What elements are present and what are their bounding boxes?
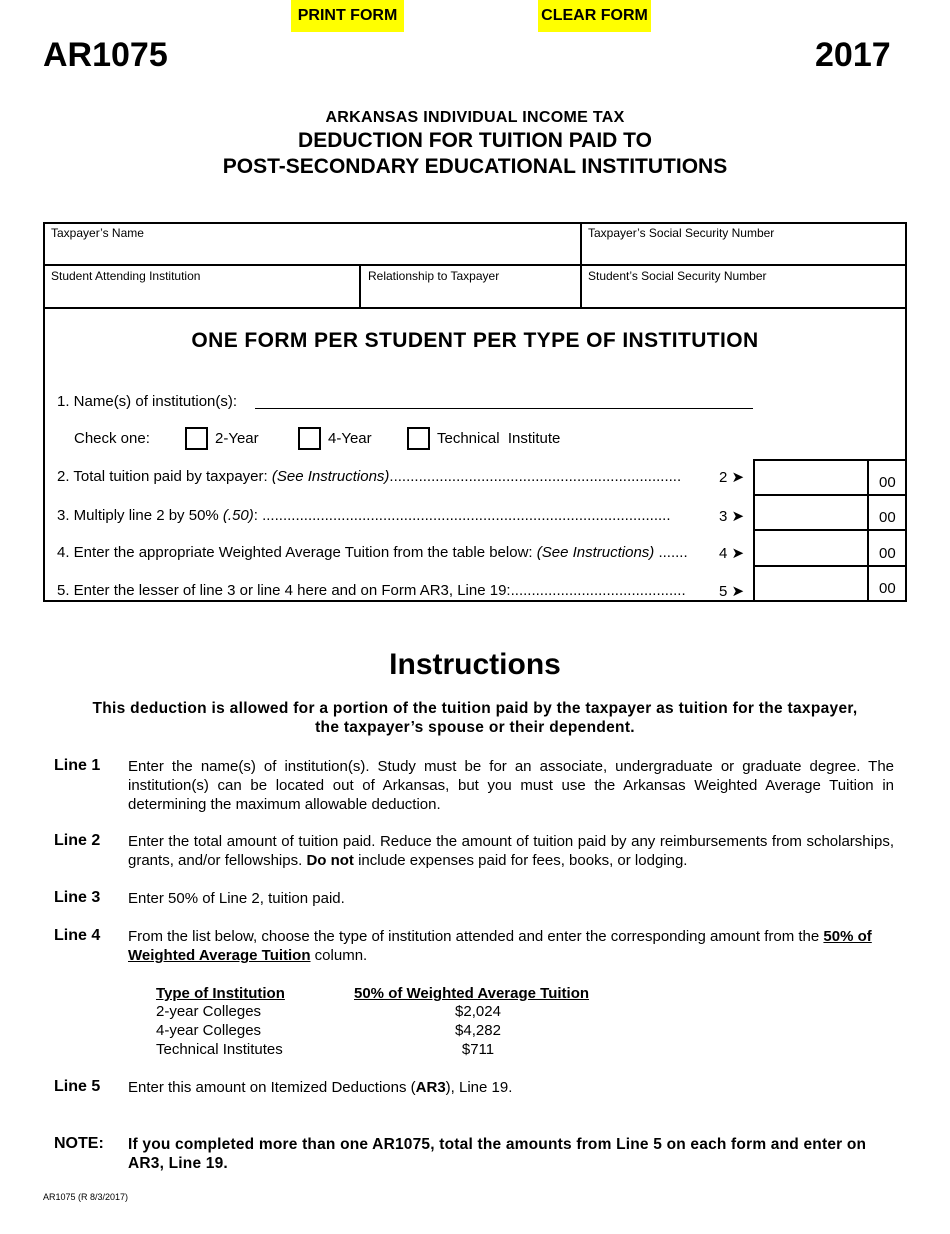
- line5-number: 5 ➤: [719, 583, 745, 600]
- arrow-icon: ➤: [731, 508, 745, 525]
- line5-instr-text: Enter this amount on Itemized Deductions (AR3), Line 19.: [128, 1079, 513, 1096]
- line5-cents-value: 00: [879, 580, 896, 597]
- relationship-field[interactable]: [359, 264, 582, 309]
- line5-text: 5. Enter the lesser of line 3 or line 4 here and on Form AR3, Line 19:..........................................: [57, 582, 686, 599]
- print-form-button[interactable]: PRINT FORM: [291, 0, 404, 32]
- student-label: Student Attending Institution: [51, 269, 201, 283]
- table-row-type: Technical Institutes: [156, 1041, 283, 1058]
- line1-instr-label: Line 1: [54, 757, 101, 774]
- line4-number: 4 ➤: [719, 545, 745, 562]
- form-number: AR1075: [43, 36, 168, 74]
- relationship-label: Relationship to Taxpayer: [368, 269, 500, 283]
- technical-institute-checkbox[interactable]: [407, 427, 430, 450]
- clear-form-button[interactable]: CLEAR FORM: [538, 0, 651, 32]
- table-row-type: 4-year Colleges: [156, 1022, 262, 1039]
- line4-instr-label: Line 4: [54, 927, 101, 944]
- line4-amount-input[interactable]: [753, 529, 869, 567]
- table-row-type: 2-year Colleges: [156, 1003, 262, 1020]
- taxpayer-name-field[interactable]: [43, 222, 582, 266]
- taxpayer-name-label: Taxpayer’s Name: [51, 226, 144, 240]
- instructions-intro: This deduction is allowed for a portion of the tuition paid by the taxpayer as tuition for the taxpayer, the taxpayer’s spouse or their dependent.: [92, 700, 858, 736]
- line2-number: 2 ➤: [719, 469, 745, 486]
- check-one-label: Check one:: [74, 430, 150, 447]
- instructions-title: Instructions: [389, 648, 561, 681]
- line3-instr-label: Line 3: [54, 889, 101, 906]
- four-year-checkbox[interactable]: [298, 427, 321, 450]
- table-row-amount: $2,024: [455, 1003, 501, 1020]
- form-heading: ONE FORM PER STUDENT PER TYPE OF INSTITUTION: [191, 329, 759, 352]
- line2-instr-label: Line 2: [54, 832, 101, 849]
- institution-name-input[interactable]: [255, 408, 753, 409]
- line3-text: 3. Multiply line 2 by 50% (.50): ..................................................................................................: [57, 507, 671, 524]
- line3-number: 3 ➤: [719, 508, 745, 525]
- taxpayer-ssn-label: Taxpayer’s Social Security Number: [588, 226, 775, 240]
- header-line-2: DEDUCTION FOR TUITION PAID TO: [298, 129, 652, 152]
- table-header-amount: 50% of Weighted Average Tuition: [354, 985, 590, 1002]
- student-field[interactable]: [43, 264, 361, 309]
- line2-cents-value: 00: [879, 474, 896, 491]
- note-text: If you completed more than one AR1075, total the amounts from Line 5 on each form and enter on AR3, Line 19.: [128, 1136, 867, 1172]
- table-row-amount: $711: [461, 1041, 495, 1058]
- header-line-3: POST-SECONDARY EDUCATIONAL INSTITUTIONS: [222, 155, 728, 178]
- line3-amount-input[interactable]: [753, 494, 869, 531]
- line1-instr-text: Enter the name(s) of institution(s). Study must be for an associate, undergraduate or graduate degree. The institution(s) can be located out of Arkansas, but you must use the Arkansas Weighted Average Tuition in determining the maximum allowable deduction.: [128, 758, 894, 813]
- line5-instr-label: Line 5: [54, 1078, 101, 1095]
- note-label: NOTE:: [54, 1135, 104, 1152]
- tax-year: 2017: [815, 36, 891, 74]
- line3-cents-value: 00: [879, 509, 896, 526]
- footer-revision: AR1075 (R 8/3/2017): [43, 1192, 129, 1202]
- line3-instr-text: Enter 50% of Line 2, tuition paid.: [128, 890, 345, 907]
- line4-cents-value: 00: [879, 545, 896, 562]
- table-row-amount: $4,282: [455, 1022, 501, 1039]
- technical-institute-label: Technical Institute: [437, 430, 561, 447]
- student-ssn-label: Student’s Social Security Number: [588, 269, 767, 283]
- table-header-type: Type of Institution: [156, 985, 285, 1002]
- header-line-1: ARKANSAS INDIVIDUAL INCOME TAX: [325, 109, 625, 126]
- line2-text: 2. Total tuition paid by taxpayer: (See Instructions)......................................................................: [57, 468, 682, 485]
- line5-amount-input[interactable]: [753, 565, 869, 602]
- arrow-icon: ➤: [731, 469, 745, 486]
- taxpayer-ssn-field[interactable]: [580, 222, 907, 266]
- student-ssn-field[interactable]: [580, 264, 907, 309]
- line4-instr-text: From the list below, choose the type of institution attended and enter the corresponding amount from the 50% of Weighted Average Tuition column.: [128, 928, 872, 964]
- arrow-icon: ➤: [731, 545, 745, 562]
- four-year-label: 4-Year: [328, 430, 372, 447]
- line4-text: 4. Enter the appropriate Weighted Average Tuition from the table below: (See Instructions) .......: [57, 544, 688, 561]
- line1-label: 1. Name(s) of institution(s):: [57, 393, 238, 410]
- two-year-label: 2-Year: [215, 430, 259, 447]
- two-year-checkbox[interactable]: [185, 427, 208, 450]
- line2-amount-input[interactable]: [753, 459, 869, 496]
- arrow-icon: ➤: [731, 583, 745, 600]
- line2-instr-text: Enter the total amount of tuition paid. Reduce the amount of tuition paid by any reimbursements from scholarships, grants, and/or fellowships. Do not include expenses paid for fees, books, or lodging.: [128, 833, 894, 869]
